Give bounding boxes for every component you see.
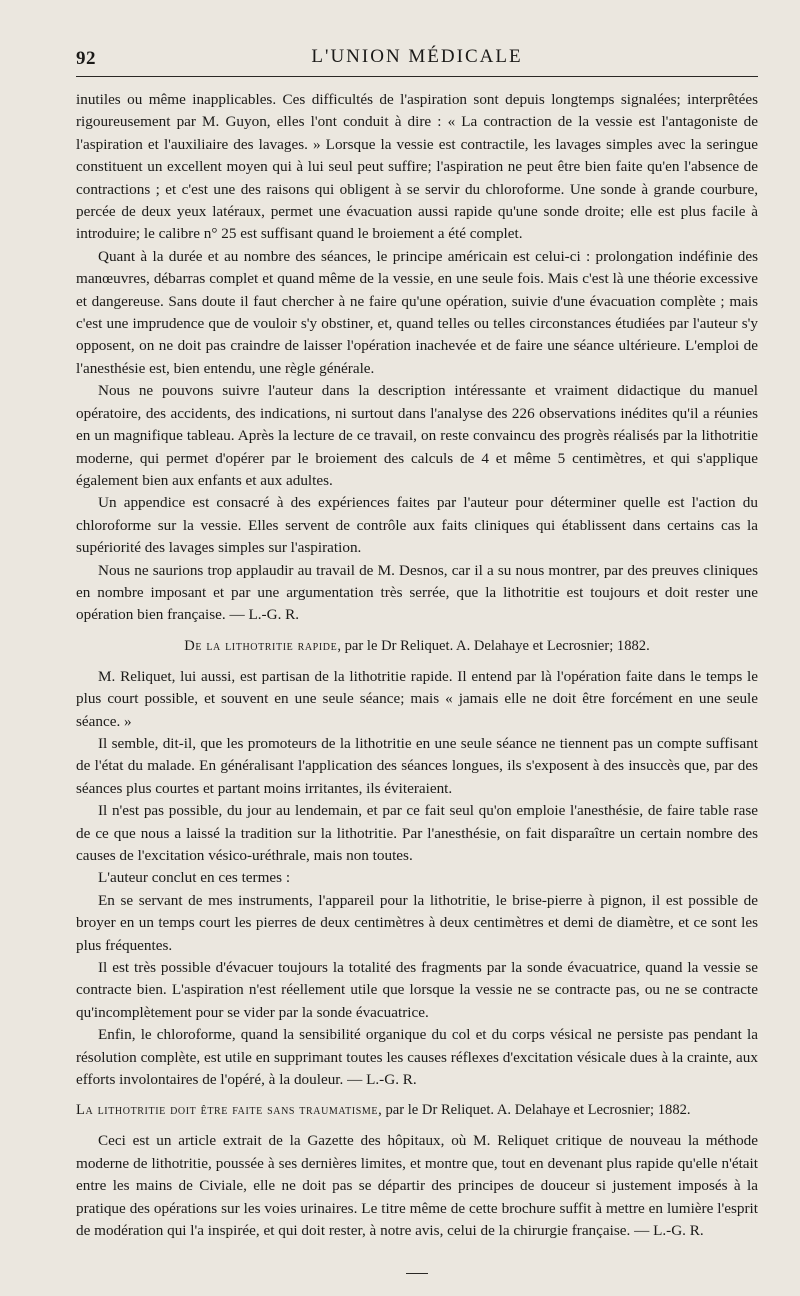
- article-body: [76, 89, 758, 1274]
- page-header: [76, 40, 758, 77]
- section-title: La lithotritie doit être faite sans traumatisme: [76, 1102, 379, 1119]
- paragraph: Il semble, dit-il, que les promoteurs de la lithotritie en une seule séance ne tiennent pas un compte suffisant de l'état du malade. En généralisant l'application des séances longues, ils s'exposent à des insuccès que, par des séances plus courtes et partant moins irritantes, ils éviteraient.: [76, 734, 758, 797]
- paragraph: Il n'est pas possible, du jour au lendemain, et par ce fait seul qu'on emploie l'anesthésie, de faire table rase de ce que nous a laissé la tradition sur la lithotritie. Par l'anesthésie, on fait disparaître un certain nombre des causes de l'excitation vésico-uréthrale, mais non toutes.: [76, 802, 758, 864]
- paragraph: Nous ne pouvons suivre l'auteur dans la description intéressante et vraiment didactique du manuel opératoire, des accidents, des indications, ni surtout dans l'analyse des 226 observations inédites qu'il a réunies en un magnifique tableau. Après la lecture de ce travail, on reste convaincu des progrès réalisés par la lithotritie moderne, qui permet d'opérer par le broiement des calculs de 4 et même 5 centimètres, et qui s'applique également bien aux enfants et aux adultes.: [76, 382, 758, 489]
- paragraph: L'auteur conclut en ces termes :: [98, 869, 291, 887]
- paragraph: M. Reliquet, lui aussi, est partisan de la lithotritie rapide. Il entend par là l'opération faite dans le temps le plus court possible, et souvent en une seule séance; mais « jamais elle ne doit être forcément en une seule séance. »: [76, 667, 758, 730]
- section-title: De la lithotritie rapide: [184, 637, 338, 654]
- running-title: L'UNION MÉDICALE: [311, 46, 523, 67]
- section-heading: [76, 1100, 758, 1121]
- section-citation: , par le Dr Reliquet. A. Delahaye et Lecrosnier; 1882.: [378, 1102, 691, 1119]
- paragraph: Ceci est un article extrait de la Gazette des hôpitaux, où M. Reliquet critique de nouveau la méthode moderne de lithotritie, poussée à ses dernières limites, et montre que, tout en devenant plus rapide qu'elle n'était entre les mains de Civiale, elle ne doit pas se départir des principes de douceur si justement imposés à la pratique des opérations sur les voies urinaires. Le titre même de cette brochure suffit à mettre en lumière l'esprit de modération qui l'a inspirée, et qui doit rester, à notre avis, celui de la chirurgie française. — L.-G. R.: [76, 1132, 758, 1240]
- section-heading: [76, 636, 758, 657]
- paragraph: Nous ne saurions trop applaudir au travail de M. Desnos, car il a su nous montrer, par des preuves cliniques en nombre imposant et par une argumentation très serrée, que la lithotritie est toujours et doit rester une opération bien française. — L.-G. R.: [76, 561, 758, 624]
- paragraph: Enfin, le chloroforme, quand la sensibilité organique du col et du corps vésical ne persiste pas pendant la résolution complète, est utile en supprimant toutes les causes réflexes d'excitation vésicale dues à la crainte, aux efforts involontaires de l'opéré, à la douleur. — L.-G. R.: [76, 1026, 758, 1089]
- end-rule: [406, 1273, 428, 1275]
- page-number: 92: [76, 48, 96, 69]
- paragraph: Quant à la durée et au nombre des séances, le principe américain est celui-ci : prolongation indéfinie des manœuvres, débarras complet et quand même de la vessie, en une seule fois. Mais c'est là une théorie excessive et dangereuse. Sans doute il faut chercher à ne faire qu'une opération, suivie d'une évacuation complète ; mais c'est une imprudence que de vouloir s'y obstiner, et, quand telles ou telles circonstances étudiées par l'auteur s'y opposent, on ne doit pas craindre de laisser l'opération inachevée et de faire une séance ultérieure. L'emploi de l'anesthésie est, bien entendu, une règle générale.: [76, 247, 758, 377]
- paragraph: Un appendice est consacré à des expériences faites par l'auteur pour déterminer quelle est l'action du chloroforme sur la vessie. Elles servent de contrôle aux faits cliniques qui établissent dans certains cas la supériorité des lavages simples sur l'aspiration.: [76, 494, 758, 557]
- section-citation: , par le Dr Reliquet. A. Delahaye et Lecrosnier; 1882.: [337, 637, 650, 654]
- paragraph: inutiles ou même inapplicables. Ces difficultés de l'aspiration sont depuis longtemps signalées; interprêtées rigoureusement par M. Guyon, elles l'ont conduit à dire : « La contraction de la vessie est l'antagoniste de l'aspiration et l'auxiliaire des lavages. » Lorsque la vessie est contractile, les lavages simples avec la seringue constituent un excellent moyen qui à lui seul peut suffire; l'aspiration ne peut être bien faite qu'en l'absence de contractions ; et c'est une des raisons qui obligent à se servir du chloroforme. Une sonde à grande courbure, percée de deux yeux latéraux, permet une évacuation aussi rapide qu'une sonde droite; elle est plus facile à introduire; le calibre n° 25 est suffisant quand le broiement a été complet.: [76, 91, 758, 243]
- paragraph: Il est très possible d'évacuer toujours la totalité des fragments par la sonde évacuatrice, quand la vessie se contracte bien. L'aspiration n'est réellement utile que lorsque la vessie ne se contracte pas, ou ne se contracte qu'incomplètement pour se vider par la sonde évacuatrice.: [76, 959, 758, 1021]
- paragraph: En se servant de mes instruments, l'appareil pour la lithotritie, le brise-pierre à pignon, il est possible de broyer en un temps court les pierres de deux centimètres à deux centimètres et demi de diamètre, et ce sont les plus fréquentes.: [76, 891, 758, 954]
